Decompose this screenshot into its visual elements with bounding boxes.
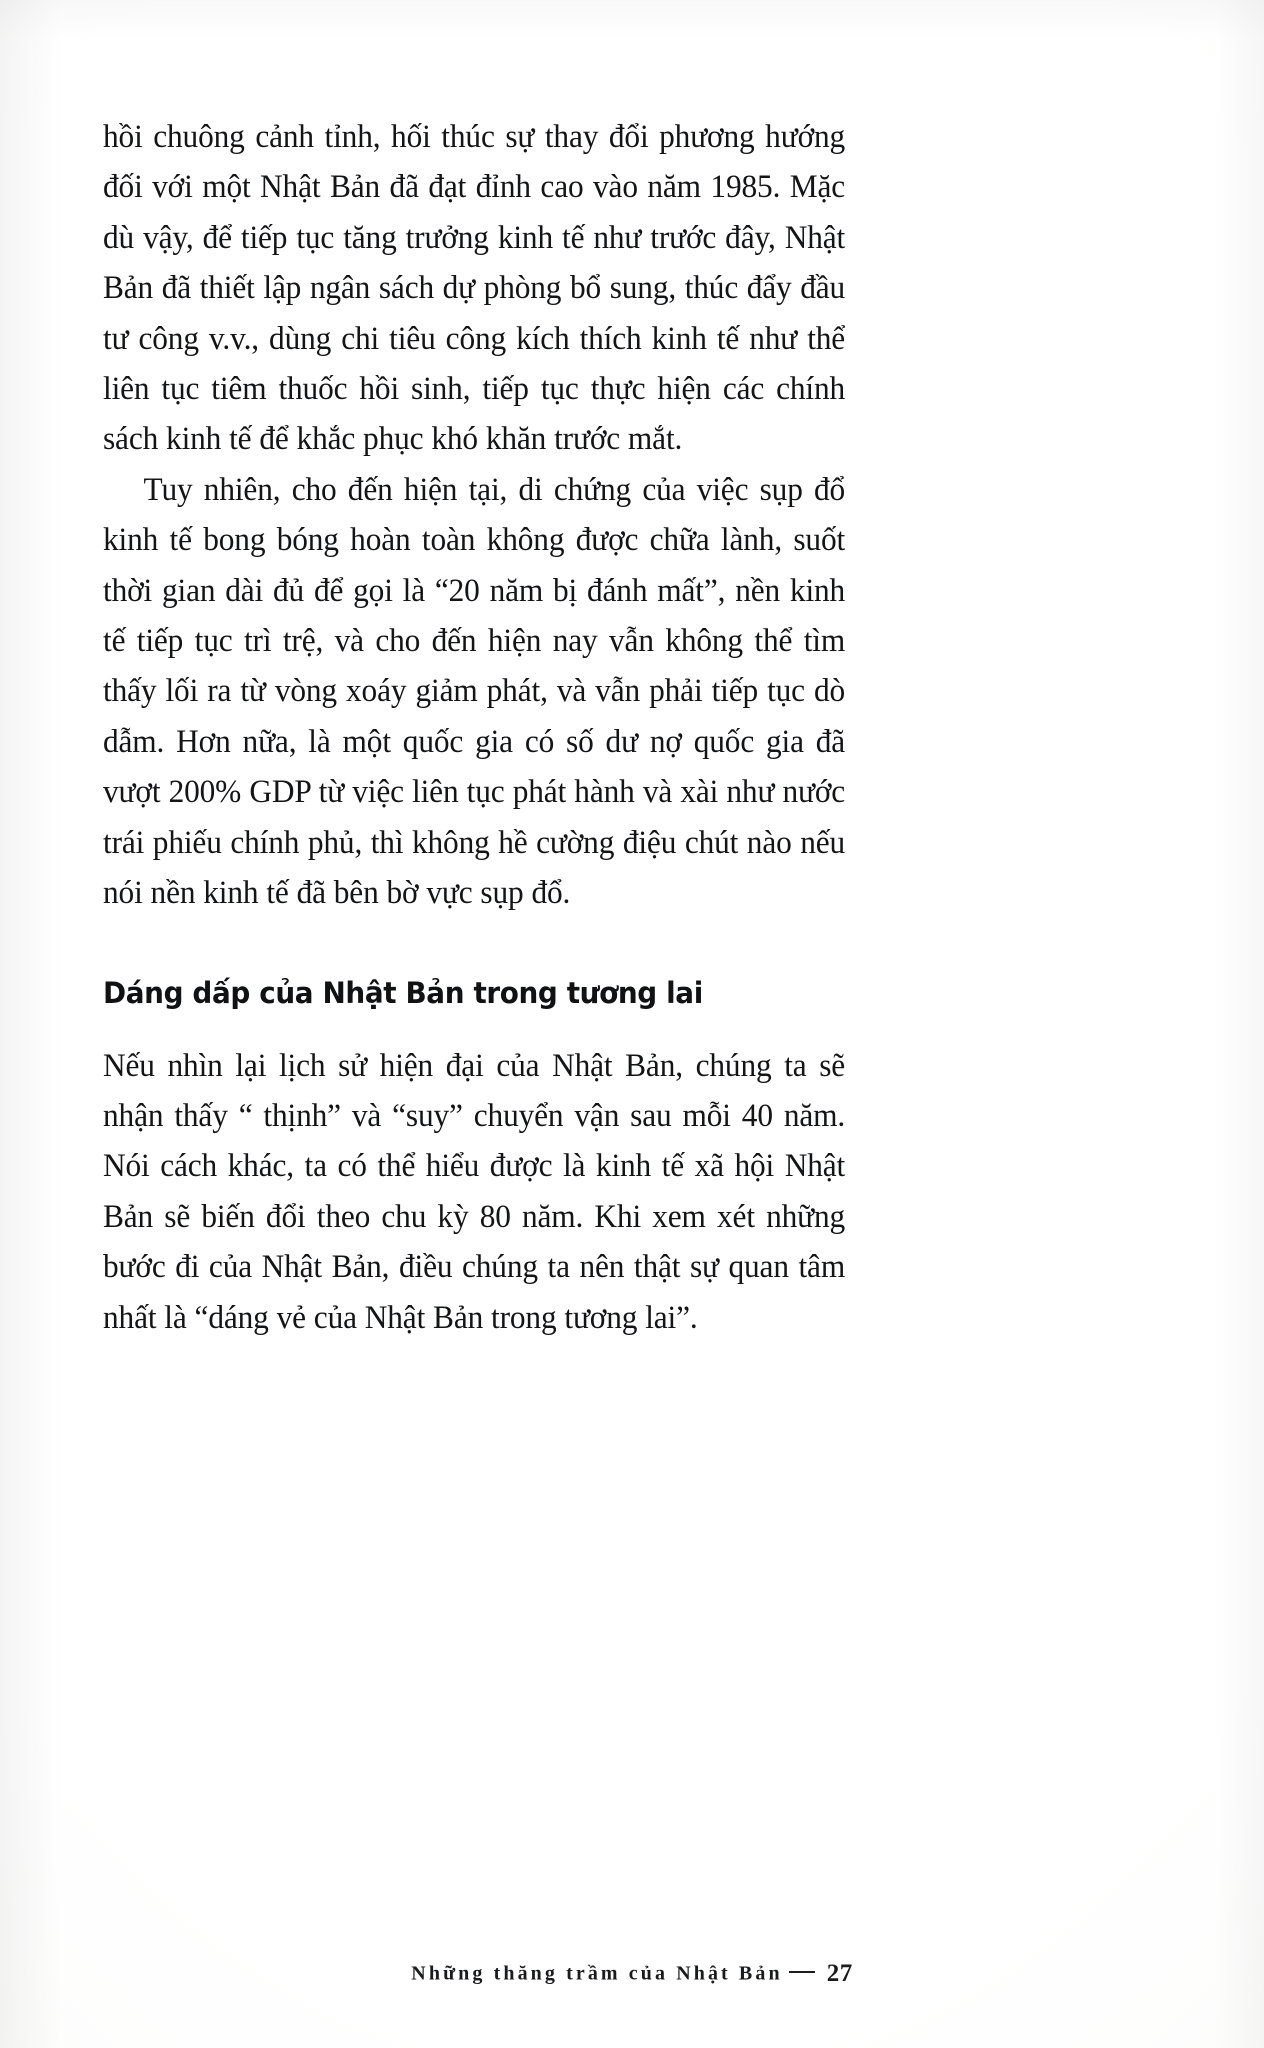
page-footer [0, 1960, 1264, 1988]
paragraph-two: Tuy nhiên, cho đến hiện tại, di chứng của việc sụp đổ kinh tế bong bóng hoàn toàn không được chữa lành, suốt thời gian dài đủ để gọi là “20 năm bị đánh mất”, nền kinh tế tiếp tục trì trệ, và cho đến hiện nay vẫn không thể tìm thấy lối ra từ vòng xoáy giảm phát, và vẫn phải tiếp tục dò dẫm. Hơn nữa, là một quốc gia có số dư nợ quốc gia đã vượt 200% GDP từ việc liên tục phát hành và xài như nước trái phiếu chính phủ, thì không hề cường điệu chút nào nếu nói nền kinh tế đã bên bờ vực sụp đổ. [103, 471, 846, 912]
page-gutter-shadow [0, 0, 60, 2048]
page-number: 27 [826, 1960, 853, 1987]
page-top-shadow [0, 0, 1264, 40]
section-heading: Dáng dấp của Nhật Bản trong tương lai [103, 975, 703, 1010]
footer-dash-icon [789, 1971, 815, 1973]
footer-inner [411, 1960, 852, 1988]
paragraph-three: Nếu nhìn lại lịch sử hiện đại của Nhật Bản, chúng ta sẽ nhận thấy “ thịnh” và “suy” chuyển vận sau mỗi 40 năm. Nói cách khác, ta có thể hiểu được là kinh tế xã hội Nhật Bản sẽ biến đổi theo chu kỳ 80 năm. Khi xem xét những bước đi của Nhật Bản, điều chúng ta nên thật sự quan tâm nhất là “dáng vẻ của Nhật Bản trong tương lai”. [103, 1047, 846, 1336]
footer-book-title: Những thăng trầm của Nhật Bản [411, 1962, 783, 1985]
page-right-shadow [1214, 0, 1264, 2048]
page-text-block [103, 112, 845, 1343]
paragraph-one: hồi chuông cảnh tỉnh, hối thúc sự thay đổi phương hướng đối với một Nhật Bản đã đạt đỉnh cao vào năm 1985. Mặc dù vậy, để tiếp tục tăng trưởng kinh tế như trước đây, Nhật Bản đã thiết lập ngân sách dự phòng bổ sung, thúc đẩy đầu tư công v.v., dùng chi tiêu công kích thích kinh tế như thể liên tục tiêm thuốc hồi sinh, tiếp tục thực hiện các chính sách kinh tế để khắc phục khó khăn trước mắt. [103, 119, 846, 458]
